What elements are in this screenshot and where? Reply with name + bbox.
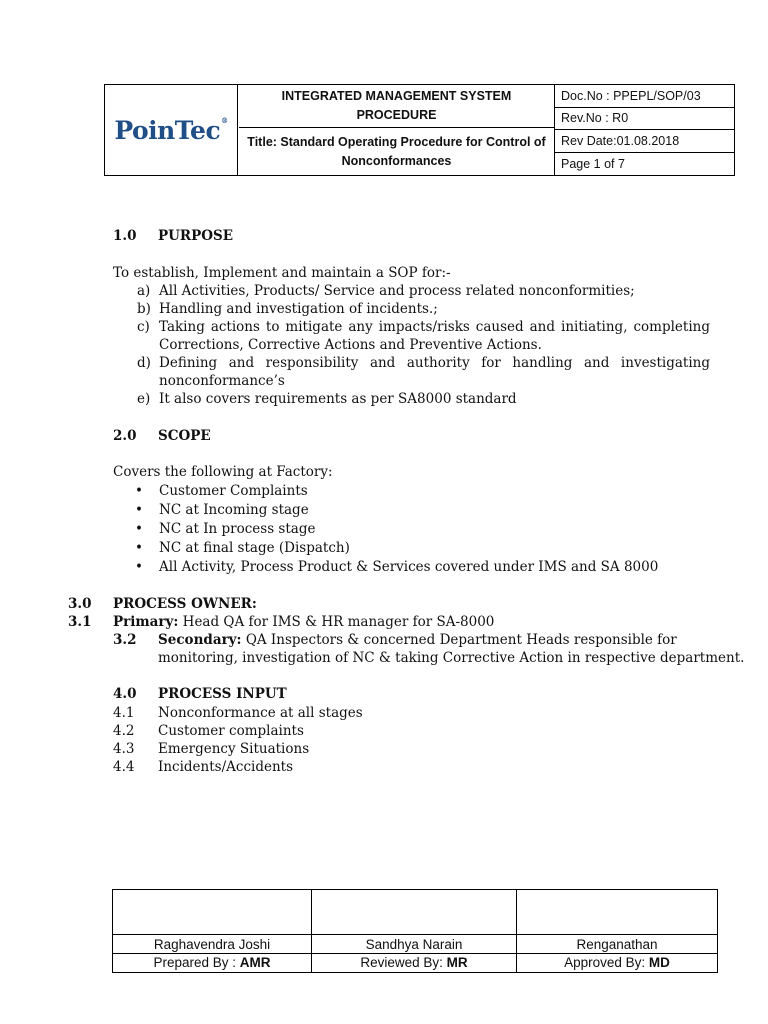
list-marker: b) [137, 301, 151, 317]
input-item-number: 4.2 [113, 723, 135, 739]
system-title: INTEGRATED MANAGEMENT SYSTEM PROCEDURE [239, 85, 554, 128]
input-item-number: 4.3 [113, 741, 135, 757]
input-item-number: 4.1 [113, 705, 135, 721]
scope-item: All Activity, Process Product & Services covered under IMS and SA 8000 [159, 559, 659, 575]
section-number: 1.0 [113, 228, 137, 244]
logo-wordmark: PoinTec® [114, 115, 228, 145]
bullet-icon: • [135, 483, 143, 499]
list-marker: d) [137, 355, 151, 371]
subsection-number: 3.1 [68, 614, 92, 630]
list-marker: a) [137, 283, 151, 299]
list-marker: c) [137, 319, 150, 335]
signature-column-approved [517, 890, 717, 972]
section-number: 2.0 [113, 428, 137, 444]
scope-item: NC at Incoming stage [159, 502, 309, 518]
signatory-role: Approved By: MD [564, 955, 670, 970]
purpose-intro: To establish, Implement and maintain a SOP for:- [113, 265, 451, 281]
signature-column-reviewed [312, 890, 517, 972]
signatory-role: Prepared By : AMR [153, 955, 271, 970]
secondary-owner-line2: monitoring, investigation of NC & taking Corrective Action in respective department. [158, 650, 745, 666]
input-item-number: 4.4 [113, 759, 135, 775]
page-number: Page 1 of 7 [561, 156, 625, 171]
list-marker: e) [137, 391, 151, 407]
purpose-item-e: It also covers requirements as per SA8000 standard [159, 391, 517, 407]
document-header-table [104, 84, 735, 176]
section-number: 3.0 [68, 596, 92, 612]
document-title: Title: Standard Operating Procedure for Control of Nonconformances [247, 134, 546, 168]
bullet-icon: • [135, 559, 143, 575]
signature-space [113, 890, 311, 935]
purpose-item-d-line1: Defining and responsibility and authority for handling and investigating [159, 355, 710, 371]
signatory-name: Renganathan [517, 935, 717, 954]
primary-owner: Primary: Head QA for IMS & HR manager for SA-8000 [113, 614, 495, 630]
section-heading-owner: PROCESS OWNER: [113, 596, 257, 612]
section-heading-input: PROCESS INPUT [158, 686, 287, 702]
bullet-icon: • [135, 540, 143, 556]
doc-number: Doc.No : PPEPL/SOP/03 [555, 85, 735, 108]
secondary-owner-line1: Secondary: QA Inspectors & concerned Department Heads responsible for [158, 632, 677, 648]
signatory-name: Raghavendra Joshi [113, 935, 311, 954]
header-title-column [239, 85, 555, 175]
purpose-item-c-line2: Corrections, Corrective Actions and Preventive Actions. [159, 337, 542, 353]
input-item: Emergency Situations [158, 741, 310, 757]
signature-space [312, 890, 516, 935]
purpose-item-d-line2: nonconformance’s [159, 373, 285, 389]
section-number: 4.0 [113, 686, 137, 702]
signatory-name: Sandhya Narain [312, 935, 516, 954]
bullet-icon: • [135, 502, 143, 518]
scope-intro: Covers the following at Factory: [113, 464, 333, 480]
signatory-role: Reviewed By: MR [360, 955, 468, 970]
section-heading-scope: SCOPE [158, 428, 211, 444]
bullet-icon: • [135, 521, 143, 537]
purpose-item-a: All Activities, Products/ Service and process related nonconformities; [159, 283, 635, 299]
input-item: Incidents/Accidents [158, 759, 293, 775]
scope-item: NC at final stage (Dispatch) [159, 540, 350, 556]
company-logo [105, 85, 238, 175]
input-item: Nonconformance at all stages [158, 705, 363, 721]
signature-table [112, 889, 718, 973]
purpose-item-b: Handling and investigation of incidents.; [159, 301, 438, 317]
purpose-item-c-line1: Taking actions to mitigate any impacts/risks caused and initiating, completing [159, 319, 710, 335]
section-heading-purpose: PURPOSE [158, 228, 234, 244]
header-meta-column [555, 85, 735, 175]
input-item: Customer complaints [158, 723, 304, 739]
scope-item: NC at In process stage [159, 521, 316, 537]
scope-item: Customer Complaints [159, 483, 308, 499]
revision-number: Rev.No : R0 [555, 108, 735, 131]
subsection-number: 3.2 [113, 632, 137, 648]
revision-date: Rev Date:01.08.2018 [555, 130, 735, 153]
signature-column-prepared [113, 890, 312, 972]
signature-space [517, 890, 717, 935]
